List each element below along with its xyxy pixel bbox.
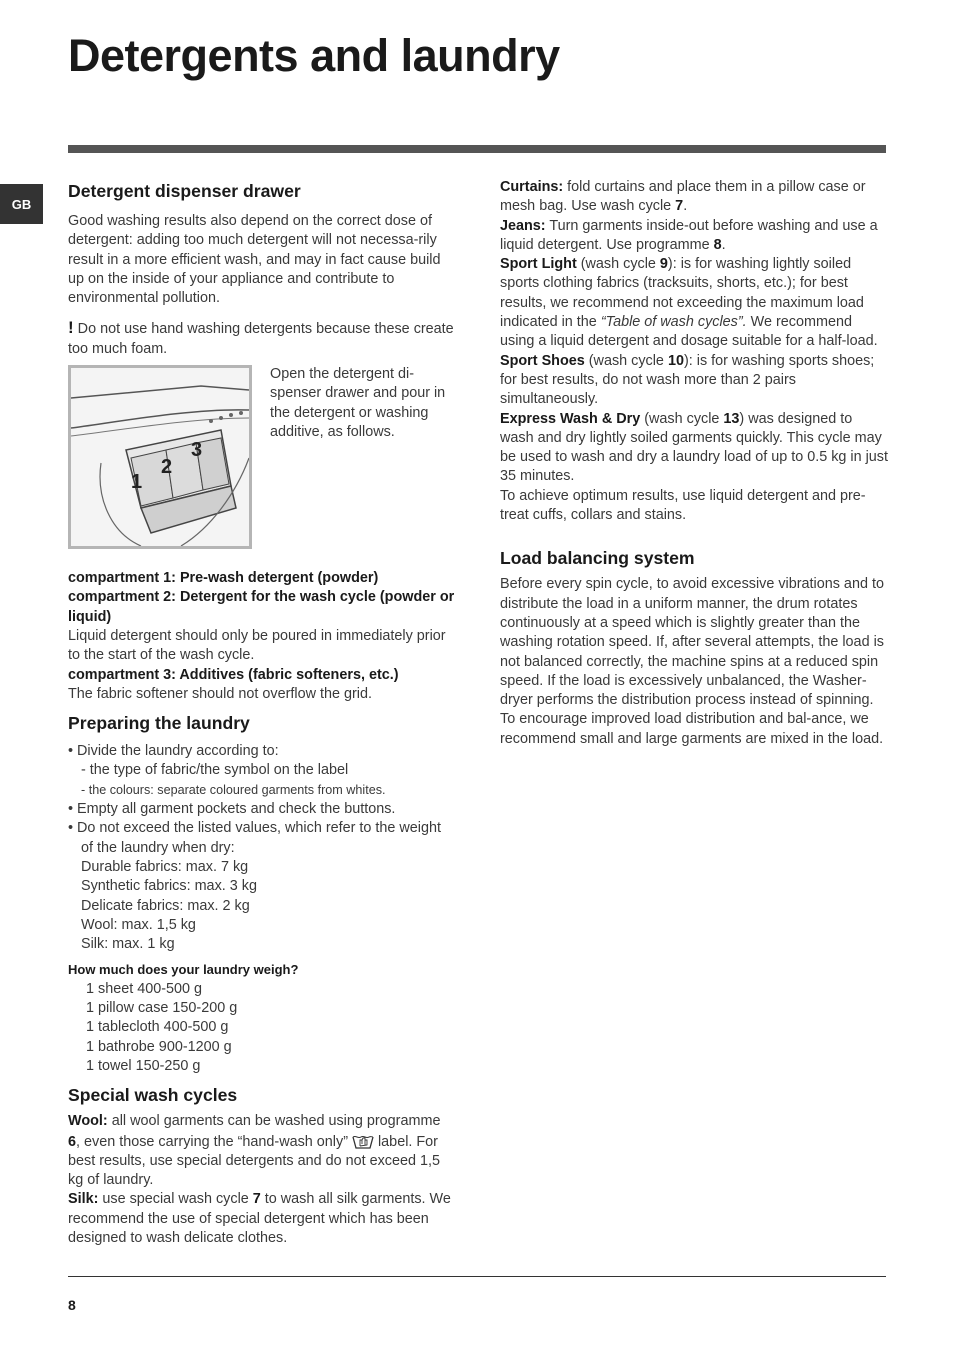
hand-wash-icon [352,1132,374,1150]
dispenser-drawer-illustration [68,365,252,549]
sport-light-paragraph [500,255,888,351]
preparing-heading: Preparing the laundry [68,713,250,734]
sport-shoes-label: Sport Shoes [500,352,585,369]
express-paragraph [500,410,888,487]
wool-paragraph [68,1112,456,1190]
sport-shoes-text: (wash cycle [588,352,664,369]
compartment-3: compartment 3: Additives (fabric softeners, etc.) [68,666,399,683]
special-heading: Special wash cycles [68,1085,238,1106]
list-item: - the type of fabric/the symbol on the label [81,762,349,779]
list-item: 1 towel 150-250 g [86,1057,201,1074]
page-title: Detergents and laundry [68,30,560,81]
sport-light-programme: 9 [659,256,668,273]
jeans-programme: 8 [713,236,722,253]
footer-rule [68,1276,886,1277]
weight-limit: Durable fabrics: max. 7 kg [81,858,249,875]
curtains-paragraph: Curtains: fold curtains and place them in a pillow case or mesh bag. Use wash cycle 7. [500,179,866,215]
page-number: 8 [68,1297,76,1313]
compartment-2-note: Liquid detergent should only be poured in immediately prior to the start of the wash cycle. [68,627,446,664]
right-column [500,178,888,749]
jeans-paragraph: Jeans: Turn garments inside-out before washing and use a liquid detergent. Use programme 8. [500,217,878,253]
wool-text: all wool garments can be washed using programme [111,1113,441,1130]
compartment-2: compartment 2: Detergent for the wash cycle (powder or liquid) [68,589,455,625]
compartment-label-3: 3 [191,439,203,462]
list-item: - the colours: separate coloured garments from whites. [81,782,386,797]
compartment-1: compartment 1: Pre-wash detergent (powder) [68,570,379,587]
sport-light-label: Sport Light [500,256,577,273]
sport-light-text: (wash cycle [580,256,656,273]
sport-light-text: We recommend using a liquid detergent and dosage suitable for a half-load. [500,314,878,350]
list-item: 1 bathrobe 900-1200 g [86,1038,232,1055]
sport-shoes-programme: 10 [667,352,684,369]
dispenser-figure-row [68,365,456,549]
silk-label: Silk: [68,1191,99,1208]
dispenser-warning [68,318,456,359]
jeans-label: Jeans: [500,217,546,234]
wool-programme: 6 [68,1133,77,1150]
weight-limit: Synthetic fabrics: max. 3 kg [81,878,257,895]
wool-text: label. For best results, use special detergents and do not exceed 1,5 kg of laundry. [68,1133,440,1189]
express-tip: To achieve optimum results, use liquid detergent and pre-treat cuffs, collars and stains. [500,487,866,524]
curtains-label: Curtains: [500,179,564,195]
compartment-3-note: The fabric softener should not overflow the grid. [68,685,372,702]
express-text: ) was designed to wash and dry lightly soiled garments quickly. This cycle may be used to wash and dry a laundry load of up to 0.5 kg in just 35 minutes. [500,410,888,485]
left-column [68,178,456,1248]
dispenser-heading: Detergent dispenser drawer [68,181,301,201]
language-tab: GB [0,184,43,224]
dispenser-intro: Good washing results also depend on the correct dose of detergent: adding too much detergent will not necessa-rily result in a more efficient wash, and may in fact cause build up on the inside of your appliance and contribute to environmental pollution. [68,213,441,307]
list-item: • Empty all garment pockets and check the buttons. [68,801,396,818]
compartment-label-2: 2 [161,456,173,479]
weight-list [68,980,456,1076]
weigh-heading: How much does your laundry weigh? [68,962,299,978]
silk-text: to wash all silk garments. We recommend the use of special detergent which has been designed to wash delicate clothes. [68,1191,451,1246]
wool-text: , even those carrying the “hand-wash only” [76,1133,348,1150]
wash-table-reference: “Table of wash cycles”. [600,314,747,331]
express-programme: 13 [723,410,740,427]
weight-limit: Wool: max. 1,5 kg [81,916,196,933]
preparing-list [68,742,456,954]
warning-icon: ! [68,318,74,338]
weight-limit: Delicate fabrics: max. 2 kg [81,897,250,914]
list-item: 1 sheet 400-500 g [86,980,203,997]
list-item: • Do not exceed the listed values, which refer to the weight [68,820,442,837]
list-item: 1 tablecloth 400-500 g [86,1019,229,1036]
express-text: (wash cycle [644,410,720,427]
figure-caption: Open the detergent di-spenser drawer and pour in the detergent or washing additive, as follows. [270,366,446,440]
balancing-text: Before every spin cycle, to avoid excessive vibrations and to distribute the load in a uniform manner, the drum rotates continuously at a speed which is slightly greater than the washing rotation speed. If, after several attempts, the load is not balanced correctly, the machine spins at a reduced spin speed. If the load is excessively unbalanced, the Washer-dryer performs the distribution process instead of spinning. To encourage improved load distribution and bal-ance, we recommend small and large garments are mixed in the load. [500,576,884,747]
weight-limit: Silk: max. 1 kg [81,936,175,953]
silk-text: use special wash cycle [102,1191,249,1208]
warning-text: Do not use hand washing detergents because these create too much foam. [68,321,454,357]
curtains-text: fold curtains and place them in a pillow case or mesh bag. Use wash cycle [500,179,866,215]
list-item: 1 pillow case 150-200 g [86,1000,238,1017]
curtains-programme: 7 [675,198,684,215]
sport-shoes-text: ): is for washing sports shoes; for best results, do not wash more than 2 pairs simultaneously. [500,352,875,408]
jeans-text: Turn garments inside-out before washing and use a liquid detergent. Use programme [500,217,878,253]
list-item: of the laundry when dry: [81,839,235,856]
express-label: Express Wash & Dry [500,410,641,427]
header-rule [68,145,886,153]
silk-programme: 7 [252,1191,261,1208]
silk-paragraph [68,1190,456,1248]
balancing-heading: Load balancing system [500,548,695,569]
list-item: • Divide the laundry according to: [68,743,279,760]
compartment-label-1: 1 [131,471,143,494]
sport-light-text: ): is for washing lightly soiled sports clothing fabrics (tracksuits, shorts, etc.); for best results, we recommend not exceeding the maximum load indicated in the [500,256,864,331]
sport-shoes-paragraph [500,352,888,410]
wool-label: Wool: [68,1113,108,1130]
